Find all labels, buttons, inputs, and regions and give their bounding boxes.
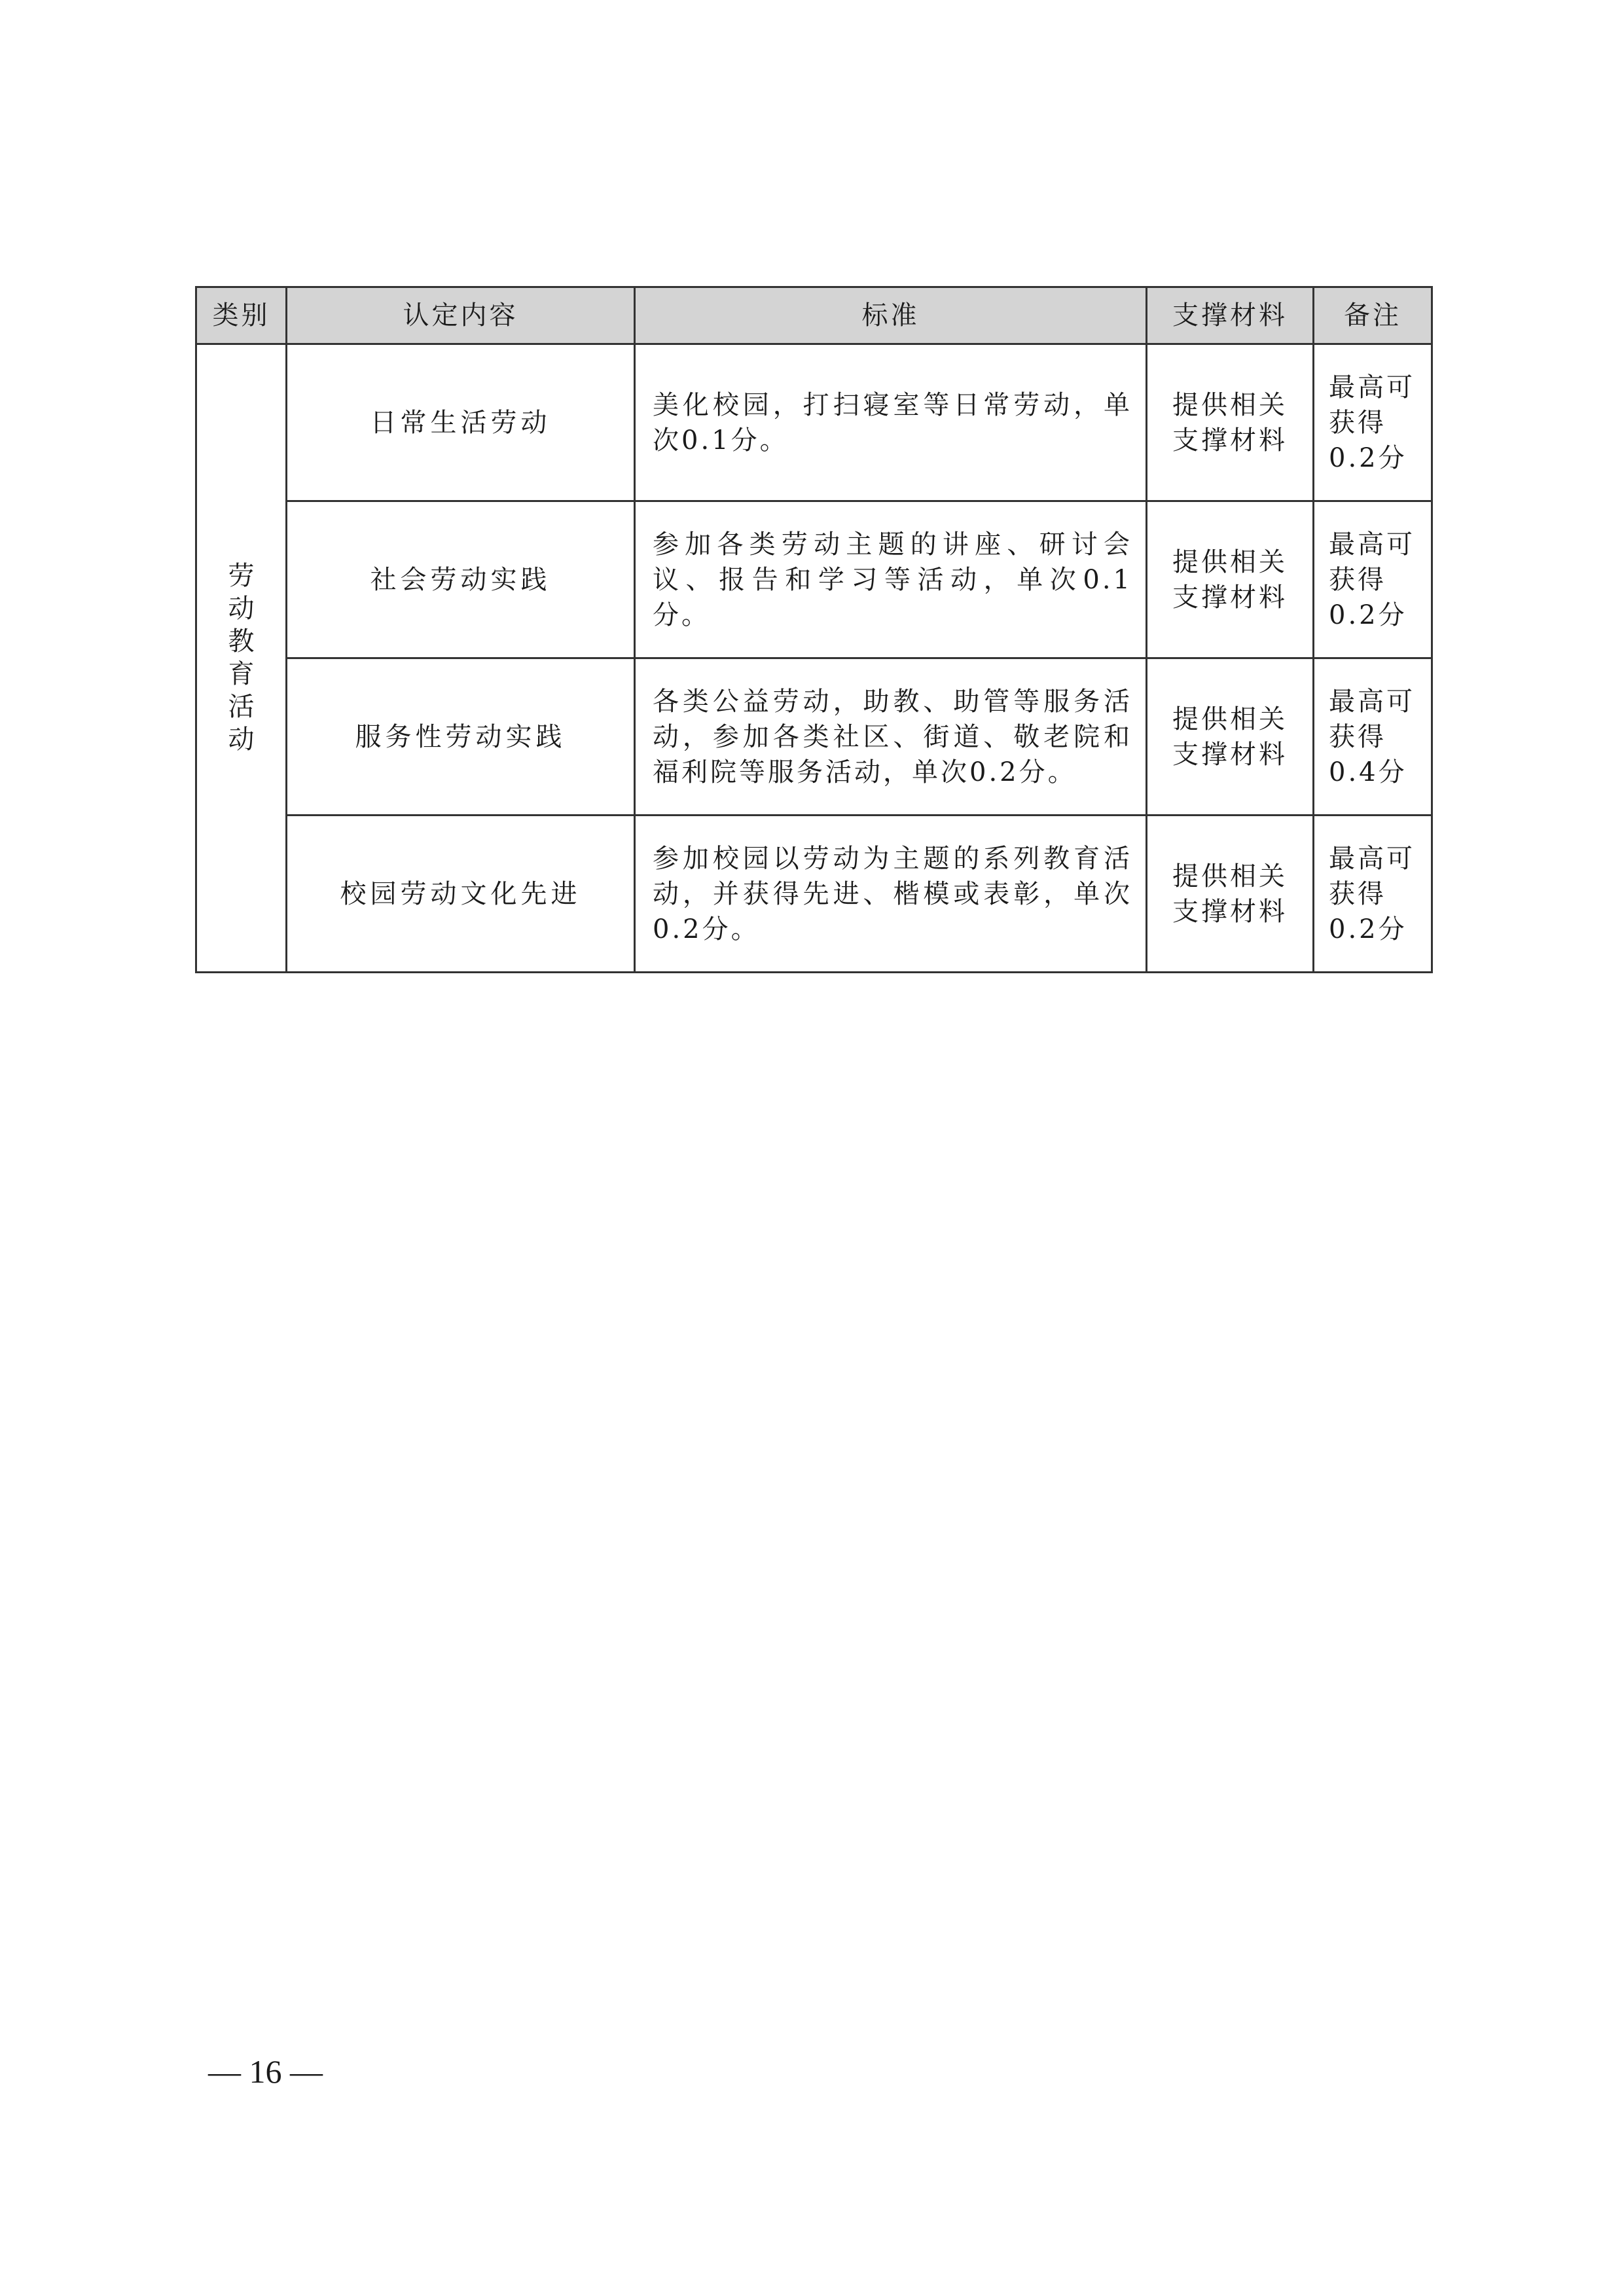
item-cell: 日常生活劳动 [287,344,635,501]
header-note: 备注 [1314,287,1432,344]
table-row [196,501,1432,658]
note-cell: 最高可获得0.2分 [1314,501,1432,658]
criteria-table [195,286,1433,973]
table-row [196,658,1432,816]
category-cell [196,344,287,973]
header-material: 支撑材料 [1147,287,1314,344]
note-cell: 最高可获得0.2分 [1314,816,1432,973]
material-cell: 提供相关支撑材料 [1147,658,1314,816]
note-cell: 最高可获得0.4分 [1314,658,1432,816]
header-standard: 标准 [635,287,1147,344]
header-item: 认定内容 [287,287,635,344]
material-cell: 提供相关支撑材料 [1147,816,1314,973]
material-cell: 提供相关支撑材料 [1147,344,1314,501]
header-category: 类别 [196,287,287,344]
standard-cell: 参加校园以劳动为主题的系列教育活动，并获得先进、楷模或表彰，单次0.2分。 [635,816,1147,973]
criteria-table-container [195,286,1431,973]
material-cell: 提供相关支撑材料 [1147,501,1314,658]
standard-cell: 各类公益劳动，助教、助管等服务活动，参加各类社区、街道、敬老院和福利院等服务活动，单次0.2分。 [635,658,1147,816]
table-header-row [196,287,1432,344]
table-row [196,816,1432,973]
item-cell: 社会劳动实践 [287,501,635,658]
page-number: — 16 — [208,2053,323,2090]
standard-cell: 参加各类劳动主题的讲座、研讨会议、报告和学习等活动，单次0.1分。 [635,501,1147,658]
category-label: 劳动教育活动 [228,560,255,755]
item-cell: 服务性劳动实践 [287,658,635,816]
standard-cell: 美化校园，打扫寝室等日常劳动，单次0.1分。 [635,344,1147,501]
note-cell: 最高可获得0.2分 [1314,344,1432,501]
table-row [196,344,1432,501]
item-cell: 校园劳动文化先进 [287,816,635,973]
